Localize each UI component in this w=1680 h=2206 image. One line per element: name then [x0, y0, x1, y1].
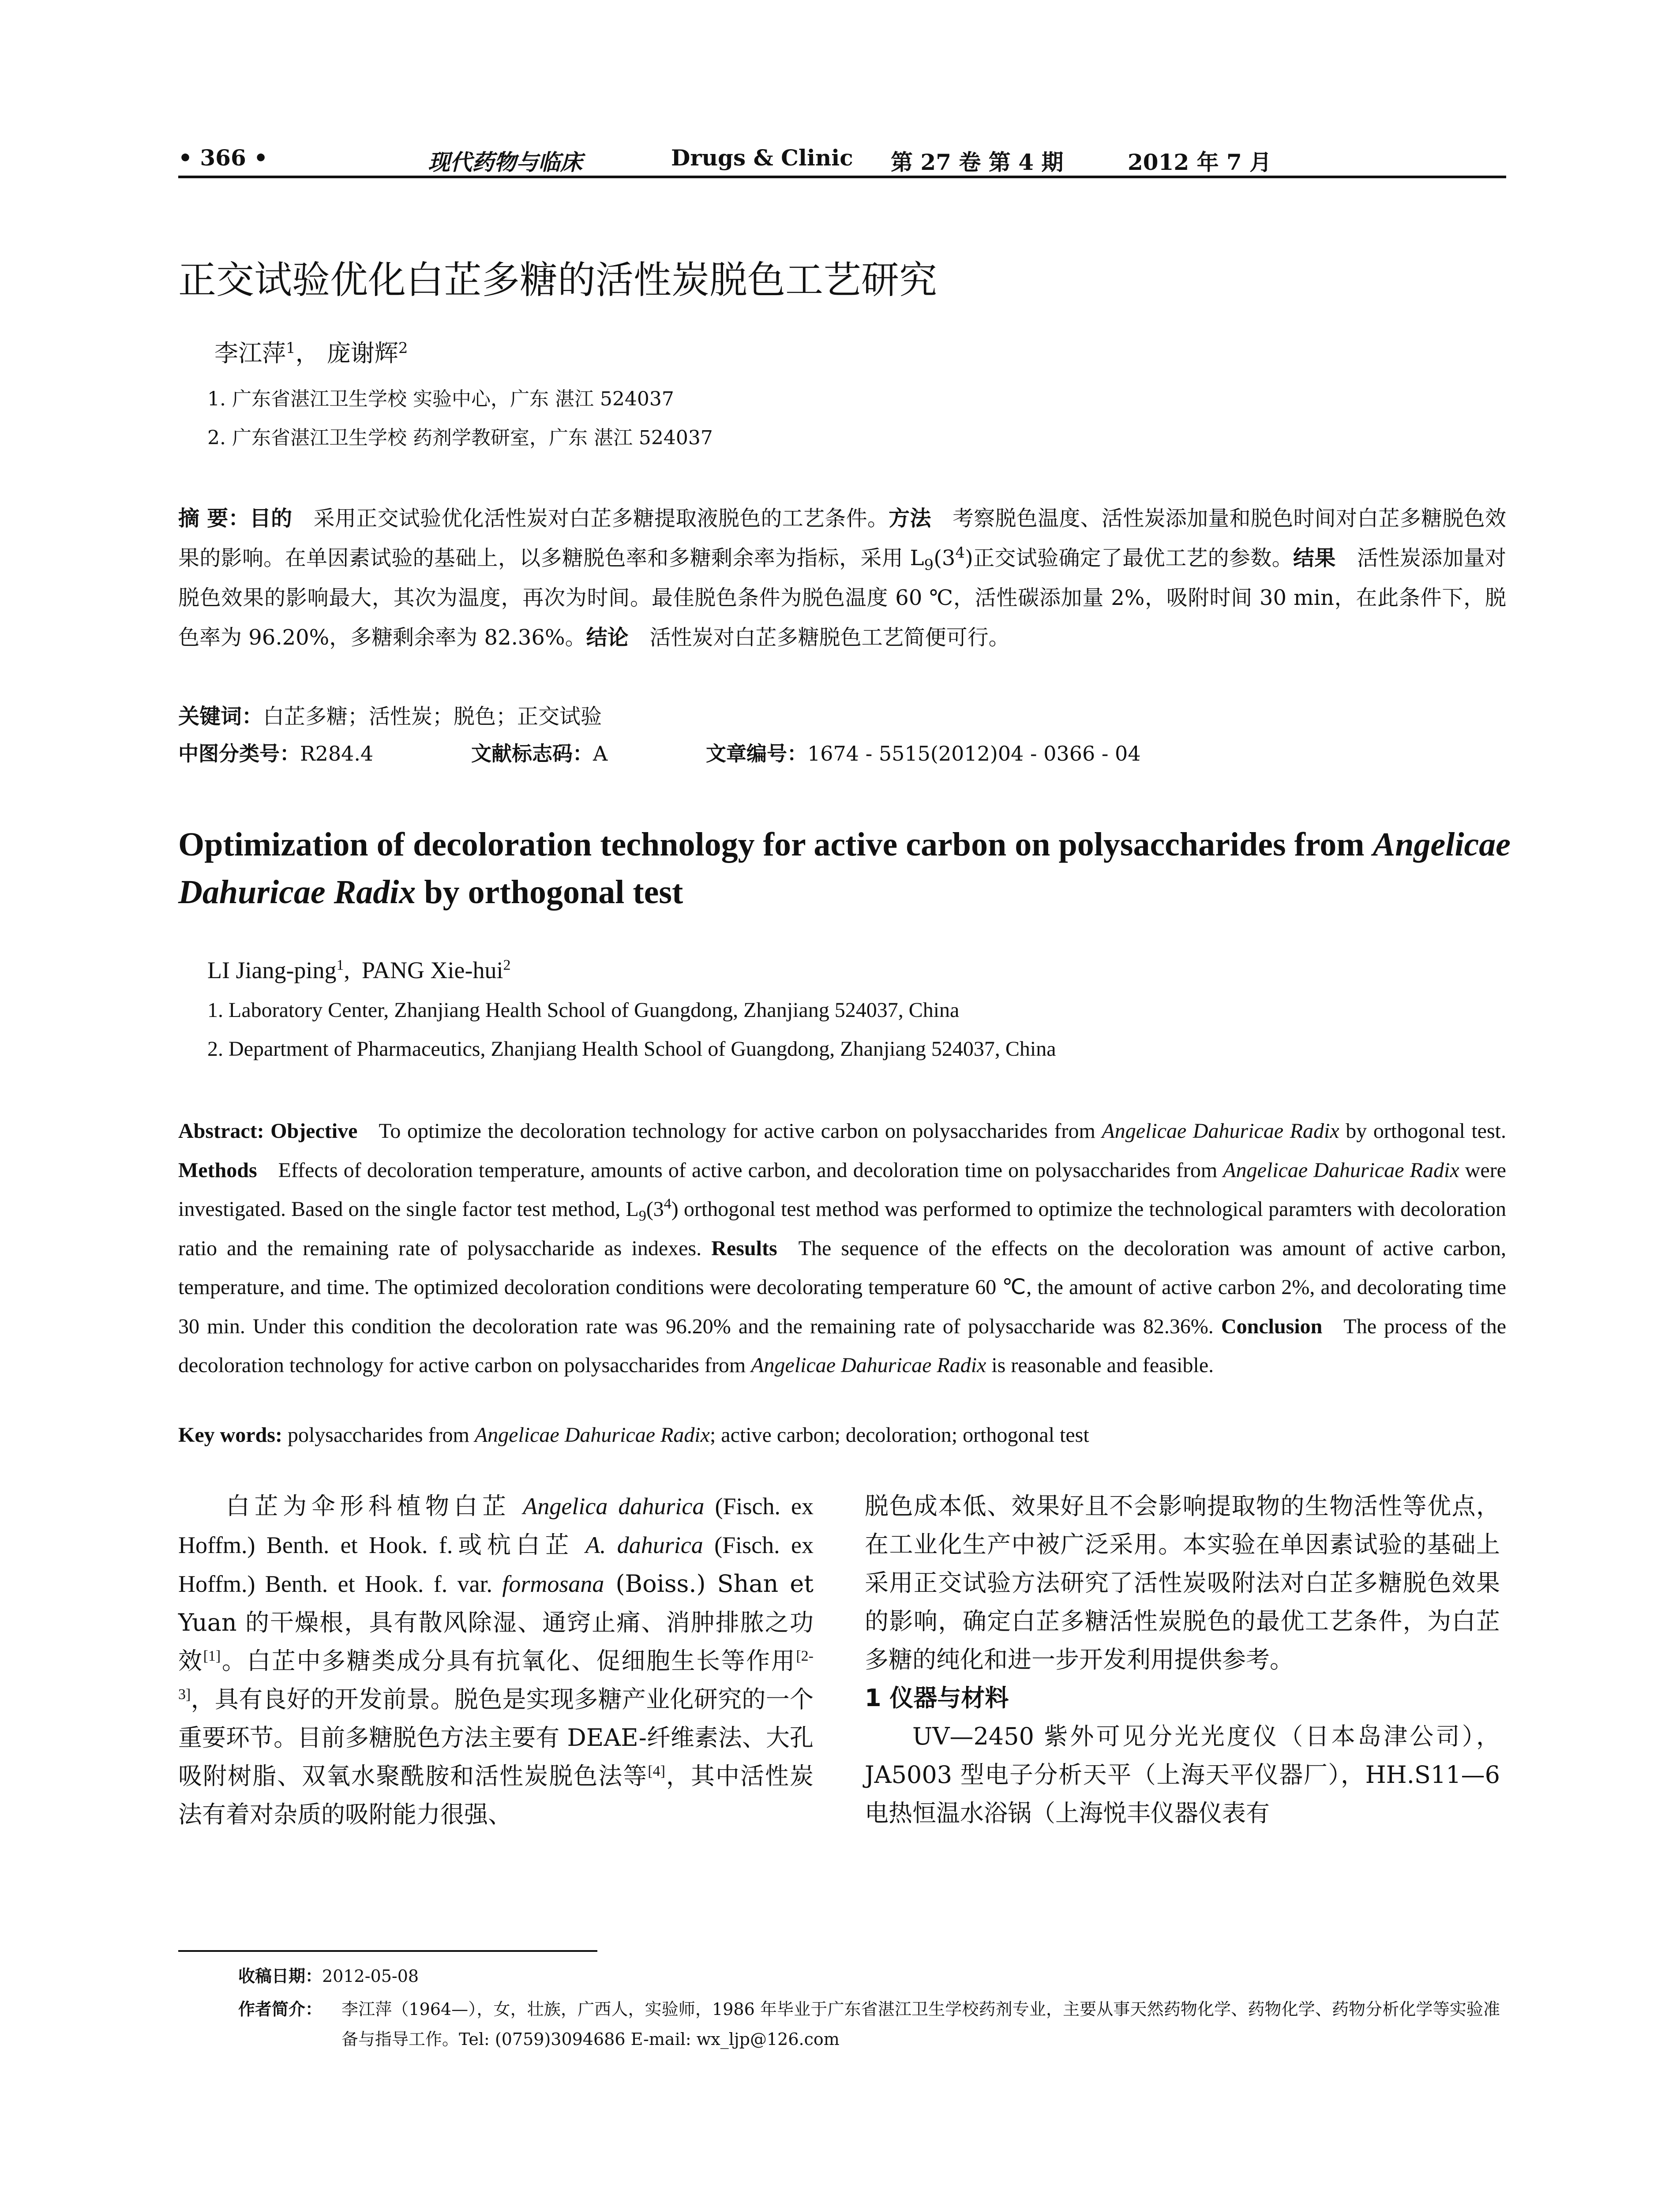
keywords-text: polysaccharides from [282, 1423, 475, 1447]
body-paragraph: 脱色成本低、效果好且不会影响提取物的生物活性等优点，在工业化生产中被广泛采用。本实验在单因素试验的基础上采用正交试验方法研究了活性炭吸附法对白芷多糖脱色效果的影响，确定白芷多糖活性炭脱色的最优工艺条件，为白芷多糖的纯化和进一步开发利用提供参考。 [865, 1492, 1500, 1673]
page-number: • 366 • [178, 145, 268, 171]
journal-name-en: Drugs & Clinic [671, 145, 853, 171]
article-title-cn: 正交试验优化白芷多糖的活性炭脱色工艺研究 [178, 258, 937, 302]
body-text: 。白芷中多糖类成分具有抗氧化、促细胞生长等作用 [221, 1647, 796, 1675]
methods-text: were investigated. Based on the single factor test method, L [178, 1158, 1506, 1221]
author-name: LI Jiang-ping [207, 957, 337, 983]
author-list-cn: 李江萍$^1$， 庞谢辉$^2$ [214, 339, 408, 367]
doc-code-label: 文献标志码： [471, 742, 593, 765]
objective-label: 目的 [249, 506, 292, 531]
author-affiliation-mark: 2 [398, 339, 408, 357]
methods-text: ) orthogonal test method was performed to optimize the technological paramters with decoloration ratio and the remaining rate of polysaccharide as indexes. [178, 1197, 1506, 1260]
methods-text: (3 [646, 1197, 664, 1221]
methods-text: )正交试验确定了最优工艺的参数。 [965, 546, 1294, 570]
results-label: 结果 [1293, 546, 1336, 570]
conclusion-label: Conclusion [1221, 1314, 1323, 1338]
italic-term: Angelicae Dahuricae Radix [1102, 1119, 1339, 1143]
received-value: 2012-05-08 [322, 1966, 419, 1986]
body-paragraph [178, 1487, 814, 1834]
header-rule [178, 176, 1506, 178]
author-affiliation-mark: 1 [286, 339, 296, 357]
article-number: 1674 - 5515(2012)04 - 0366 - 04 [807, 742, 1141, 765]
clc-label: 中图分类号： [178, 742, 300, 765]
body-text: ，其中活性炭法有着对杂质的吸附能力很强、 [178, 1762, 814, 1828]
conclusion-label: 结论 [586, 625, 629, 650]
methods-text: 考察脱色温度、活性炭添加量和脱色时间对白芷多糖脱色效果的影响。在单因素试验的基础上，以多糖脱色率和多糖剩余率为指标，采用 L [178, 506, 1506, 570]
methods-label: 方法 [889, 506, 931, 531]
keywords-text: 白芷多糖；活性炭；脱色；正交试验 [263, 704, 602, 729]
results-text: 活性炭添加量对脱色效果的影响最大，其次为温度，再次为时间。最佳脱色条件为脱色温度 60 ℃，活性碳添加量 2%，吸附时间 30 min，在此条件下，脱色率为 96.20%，多糖剩余率为 82.36%。 [178, 546, 1506, 650]
author-affiliation-mark: 2 [503, 957, 511, 973]
methods-text: Effects of decoloration temperature, amounts of active carbon, and decoloration time on polysaccharides from [278, 1158, 1223, 1182]
classification-line [178, 738, 1506, 769]
species-name: A. dahurica [585, 1532, 703, 1558]
abstract-label: Abstract: Objective [178, 1119, 358, 1143]
journal-name-cn: 现代药物与临床 [428, 150, 582, 175]
title-text: Optimization of decoloration technology for active carbon on polysaccharides from [178, 826, 1373, 863]
title-text: by orthogonal test [416, 874, 683, 911]
keywords-label: Key words: [178, 1423, 282, 1447]
author-affiliation-mark: 1 [336, 957, 344, 973]
body-column-left [178, 1487, 814, 1834]
keywords-en [178, 1423, 1089, 1447]
affiliation-cn-1: 1. 广东省湛江卫生学校 实验中心，广东 湛江 524037 [207, 388, 674, 410]
methods-text: (3 [934, 546, 956, 570]
author-name: 李江萍 [214, 339, 286, 367]
abstract-en [178, 1112, 1506, 1385]
received-label: 收稿日期： [238, 1966, 322, 1986]
affiliation-cn-2: 2. 广东省湛江卫生学校 药剂学教研室，广东 湛江 524037 [207, 427, 713, 449]
body-text: (Boiss.) Shan et Yuan 的干燥根，具有散风除湿、通窍止痛、消肿排脓之功效 [178, 1570, 814, 1675]
subscript: 9 [924, 556, 934, 574]
issue-date: 2012 年 7 月 [1128, 149, 1272, 175]
article-no-label: 文章编号： [706, 742, 807, 765]
results-text: The sequence of the effects on the decoloration was amount of active carbon, temperature, and time. The optimized decoloration conditions were decolorating temperature 60 ℃, the amount of active carbon 2%, and decolorating time 30 min. Under this condition the decoloration rate was 96.20% and the remaining rate of polysaccharide was 82.36%. [178, 1236, 1507, 1338]
italic-term: Angelicae Dahuricae Radix [1223, 1158, 1459, 1182]
body-text: (Fisch. ex Hoffm.) Benth. et Hook. f.或杭白芷 [178, 1493, 814, 1558]
clc-code: R284.4 [300, 742, 374, 765]
conclusion-text: is reasonable and feasible. [986, 1354, 1214, 1377]
objective-text: by orthogonal test. [1339, 1119, 1507, 1143]
results-label: Results [711, 1236, 777, 1260]
keywords-text: ; active carbon; decoloration; orthogonal test [709, 1423, 1089, 1447]
article-title-en [178, 821, 1511, 916]
affiliation-en-2: 2. Department of Pharmaceutics, Zhanjiang Health School of Guangdong, Zhanjiang 524037, China [207, 1037, 1056, 1061]
body-text: ，具有良好的开发前景。脱色是实现多糖产业化研究的一个重要环节。目前多糖脱色方法主要有 DEAE-纤维素法、大孔吸附树脂、双氧水聚酰胺和活性炭脱色法等 [178, 1685, 814, 1790]
italic-term: Angelicae Dahuricae Radix [751, 1354, 986, 1377]
citation-ref: [4] [648, 1763, 665, 1779]
body-paragraph: UV—2450 紫外可见分光光度仪（日本岛津公司），JA5003 型电子分析天平（上海天平仪器厂），HH.S11—6 电热恒温水浴锅（上海悦丰仪器仪表有 [865, 1722, 1500, 1827]
subscript: 9 [638, 1208, 646, 1224]
superscript: 4 [664, 1196, 671, 1212]
keywords-cn [178, 699, 602, 730]
affiliation-en-1: 1. Laboratory Center, Zhanjiang Health School of Guangdong, Zhanjiang 524037, China [207, 998, 960, 1022]
abstract-label: 摘 要： [178, 506, 250, 531]
conclusion-text: The process of the decoloration technology for active carbon on polysaccharides from [178, 1314, 1507, 1377]
body-text: 白芷为伞形科植物白芷 [226, 1492, 523, 1520]
species-name: Angelica dahurica [523, 1493, 705, 1519]
title-italic: Angelicae Dahuricae Radix [178, 826, 1511, 911]
doc-code: A [593, 742, 608, 765]
superscript: 4 [955, 544, 965, 562]
author-list-en: LI Jiang-ping$^1$, PANG Xie-hui$^2$ [207, 957, 511, 983]
conclusion-text: 活性炭对白芷多糖脱色工艺简便可行。 [649, 625, 1010, 650]
running-header [178, 140, 1506, 176]
author-name: 庞谢辉 [326, 339, 398, 367]
citation-ref: [1] [203, 1648, 221, 1664]
author-bio-text: 李江萍（1964—），女，壮族，广西人，实验师，1986 年毕业于广东省湛江卫生学校药剂专业，主要从事天然药物化学、药物化学、药物分析化学等实验准备与指导工作。Tel: (0759)3094686 E-mail: wx_ljp@126.com [341, 2000, 1500, 2049]
body-column-right [865, 1487, 1500, 1832]
received-date [238, 1962, 419, 1987]
body-text: (Fisch. ex Hoffm.) Benth. et Hook. f. var. [178, 1532, 814, 1597]
italic-term: Angelicae Dahuricae Radix [474, 1423, 710, 1447]
objective-text: 采用正交试验优化活性炭对白芷多糖提取液脱色的工艺条件。 [313, 506, 889, 531]
volume-issue: 第 27 卷 第 4 期 [891, 149, 1064, 175]
author-bio-label: 作者简介： [238, 2000, 322, 2019]
keywords-label: 关键词： [178, 704, 263, 729]
abstract-cn [178, 499, 1506, 657]
citation-ref: [2-3] [178, 1648, 814, 1703]
author-name: PANG Xie-hui [361, 957, 503, 983]
section-heading: 1 仪器与材料 [865, 1684, 1009, 1712]
footnote-rule [178, 1950, 597, 1952]
objective-text: To optimize the decoloration technology for active carbon on polysaccharides from [379, 1119, 1102, 1143]
methods-label: Methods [178, 1158, 257, 1182]
author-bio [238, 1994, 1500, 2054]
species-name: formosana [502, 1571, 604, 1597]
